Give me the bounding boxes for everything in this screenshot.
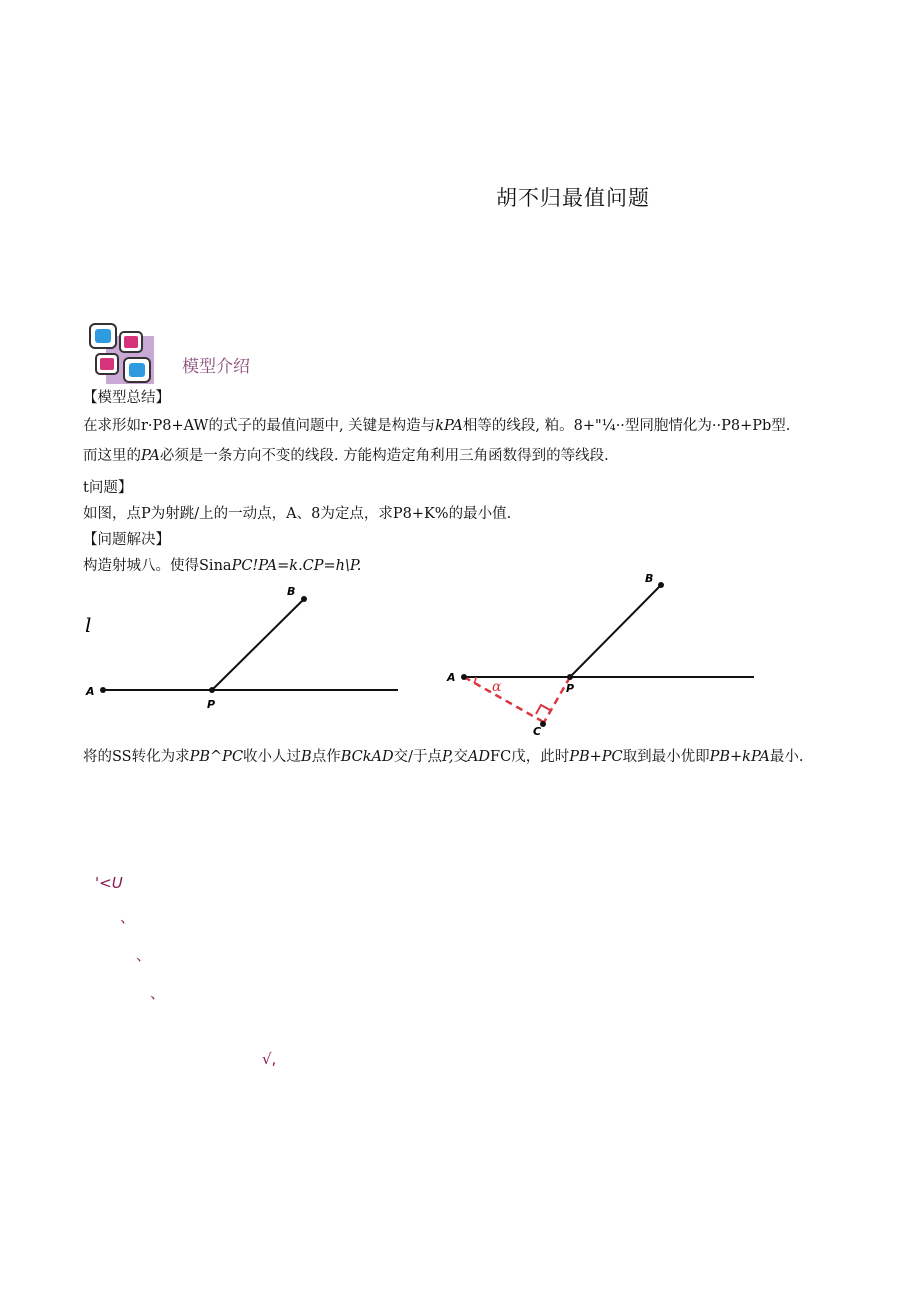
formula: BCkAD xyxy=(340,749,394,765)
label-A: A xyxy=(86,685,95,698)
formula: kPA xyxy=(435,418,463,434)
problem-text: 如图，点P为射跳/上的一动点，A、8为定点，求P8+K%的最小值. xyxy=(83,506,512,522)
label-A: A xyxy=(447,671,456,684)
formula: AD xyxy=(467,749,491,765)
text: 交 xyxy=(453,749,468,765)
text: 交/于点 xyxy=(393,749,442,765)
solution-line xyxy=(83,554,361,575)
label-C: C xyxy=(533,725,542,735)
text: 在求形如r·P8+AW的式子的最值问题中, 关键是构造与 xyxy=(83,418,436,434)
formula: PB^PC xyxy=(189,749,244,765)
summary-line-1 xyxy=(83,414,790,435)
solution-heading: 【问题解决】 xyxy=(83,532,170,548)
text: 相等的线段, 粕。8+"¼··型同胞情化为··P8+Pb型. xyxy=(462,418,791,434)
problem-heading: t问题】 xyxy=(83,480,133,496)
handwritten-mark-5: √, xyxy=(262,1050,277,1068)
figure-right xyxy=(440,565,760,735)
formula: B xyxy=(301,749,312,765)
text: 构造射城八。使得Sina xyxy=(83,558,232,574)
text: 点作 xyxy=(311,749,341,765)
summary-line-2 xyxy=(83,444,609,465)
label-P: P xyxy=(566,682,575,695)
handwritten-mark-3: 、 xyxy=(136,946,152,964)
label-l: l xyxy=(85,613,92,637)
conclusion-line xyxy=(83,745,803,766)
label-B: B xyxy=(645,572,654,585)
label-P: P xyxy=(207,698,216,711)
figure-left xyxy=(80,580,410,720)
text: 将的SS转化为求 xyxy=(83,749,190,765)
text: 最小. xyxy=(769,749,804,765)
handwritten-mark-2: 、 xyxy=(120,908,136,926)
label-alpha: α xyxy=(492,679,502,695)
text: 收小人过 xyxy=(243,749,302,765)
formula: PC!PA=k.CP=h\P. xyxy=(231,558,362,574)
formula: P, xyxy=(442,749,454,765)
text: 必须是一条方向不变的线段. 方能构造定角利用三角函数得到的等线段. xyxy=(159,448,609,464)
text: 而这里的 xyxy=(83,448,141,464)
label-B: B xyxy=(287,585,296,598)
formula: PB+kPA xyxy=(709,749,770,765)
handwritten-mark-1: '<U xyxy=(95,874,123,892)
formula: PB+PC xyxy=(569,749,623,765)
text: FC戊，此时 xyxy=(490,749,570,765)
text: 取到最小优即 xyxy=(622,749,710,765)
summary-heading: 【模型总结】 xyxy=(83,390,170,406)
page-title: 胡不归最值问题 xyxy=(496,186,650,210)
tiles-logo-icon xyxy=(88,322,154,384)
handwritten-mark-4: 、 xyxy=(150,984,166,1002)
formula: PA xyxy=(141,448,160,464)
section-title: 模型介绍 xyxy=(182,357,250,377)
